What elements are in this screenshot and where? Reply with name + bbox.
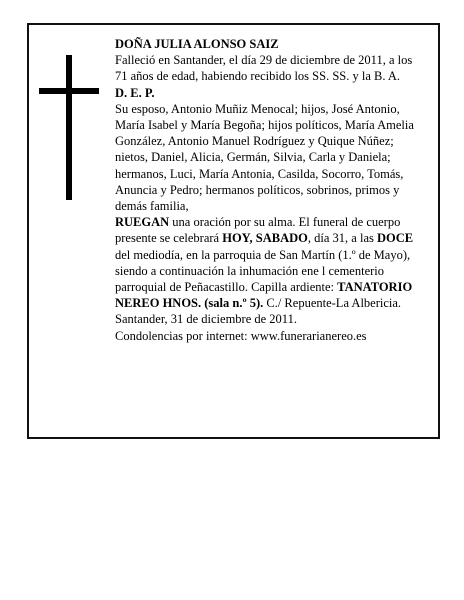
cross-vertical-bar bbox=[66, 55, 72, 200]
funeral-text-3: del mediodía, en la parroquia de San Martín (1.º de Mayo), siendo a continuación la inhumación ene l cementerio parroquial de Peñacastillo. Capilla ardiente: bbox=[115, 247, 411, 295]
deceased-name: DOÑA JULIA ALONSO SAIZ bbox=[115, 37, 279, 51]
family-list: Su esposo, Antonio Muñiz Menocal; hijos, José Antonio, María Isabel y María Begoña; hijos políticos, María Amelia González, Antonio Manuel Rodríguez y Quique Núñez; nietos, Daniel, Alicia, Germán, Silvia, Carla y Daniela; hermanos, Luci, María Antonia, Casilda, Socorro, Tomás, Anuncia y Pedro; hermanos políticos, sobrinos, primos y demás familia, bbox=[115, 101, 414, 214]
funeral-day: HOY, SABADO bbox=[222, 231, 308, 246]
funeral-text-1: una oración por su alma. El funeral de cuerpo presente se celebrará bbox=[115, 215, 401, 246]
obituary-notice bbox=[27, 23, 440, 439]
condolences-line: Condolencias por internet: www.funerarianereo.es bbox=[115, 328, 367, 343]
funeral-address: C./ Repuente-La Albericia. bbox=[263, 296, 402, 311]
place-date: Santander, 31 de diciembre de 2011. bbox=[115, 312, 297, 327]
funeral-hour: DOCE bbox=[377, 231, 414, 246]
ruegan-word: RUEGAN bbox=[115, 215, 170, 230]
funeral-home: TANATORIO NEREO HNOS. (sala n.º 5). bbox=[115, 280, 413, 311]
funeral-text-2: , día 31, a las bbox=[307, 231, 377, 246]
death-announcement: Falleció en Santander, el día 29 de diciembre de 2011, a los 71 años de edad, habiendo recibido los SS. SS. y la B. A. bbox=[115, 53, 413, 84]
obituary-text bbox=[115, 36, 427, 344]
cross-horizontal-bar bbox=[39, 88, 99, 94]
dep-line: D. E. P. bbox=[115, 85, 155, 100]
funeral-details bbox=[115, 214, 427, 311]
cross-icon bbox=[39, 55, 99, 200]
